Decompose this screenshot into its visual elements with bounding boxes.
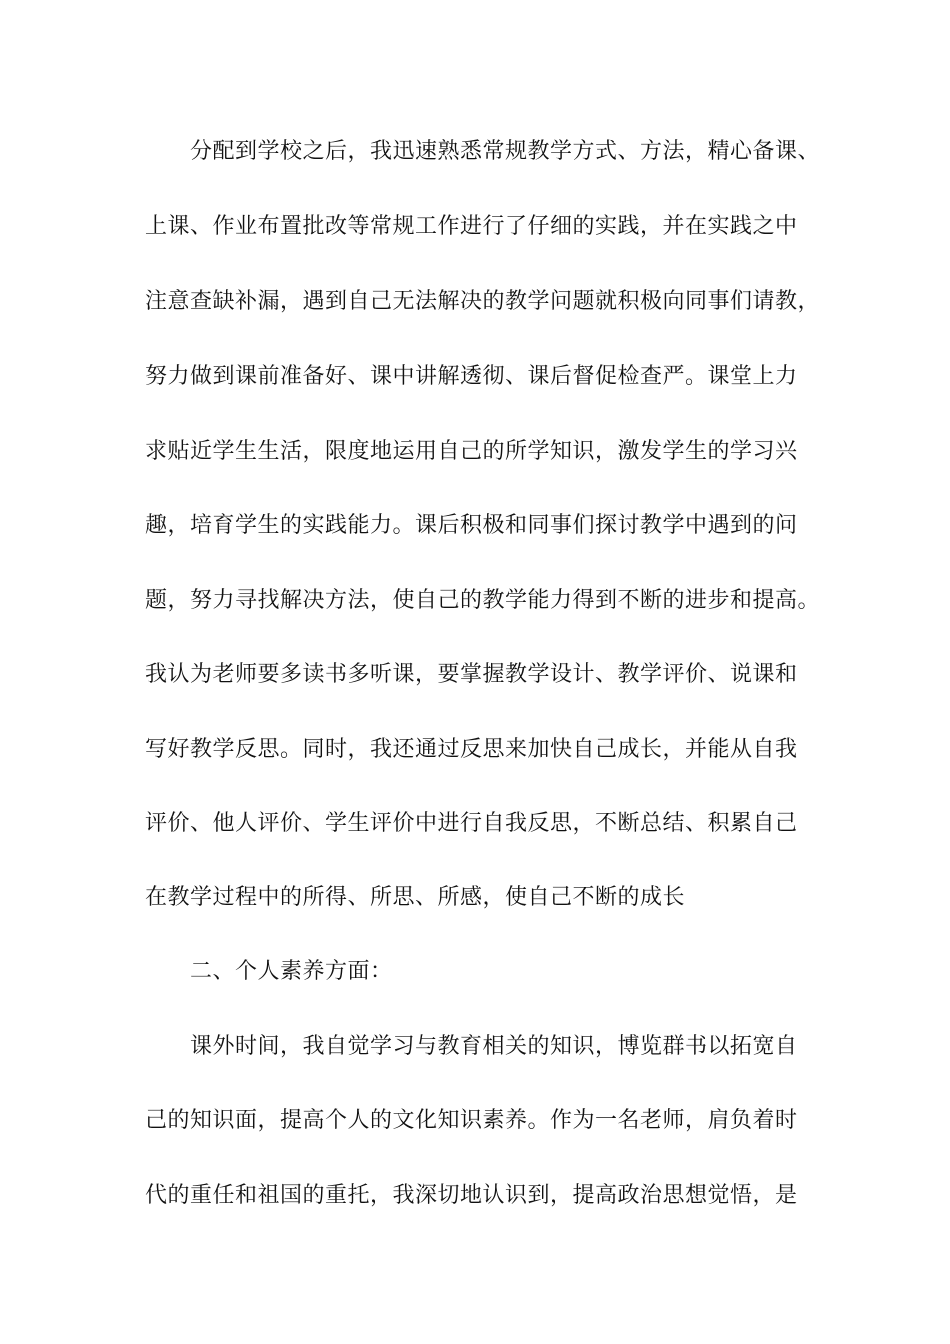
paragraph-line: 课外时间，我自觉学习与教育相关的知识，博览群书以拓宽自 [190, 1034, 798, 1059]
paragraph-line: 上课、作业布置批改等常规工作进行了仔细的实践，并在实践之中 [145, 214, 798, 239]
paragraph-line: 代的重任和祖国的重托，我深切地认识到，提高政治思想觉悟，是 [145, 1183, 798, 1208]
paragraph-line: 题，努力寻找解决方法，使自己的教学能力得到不断的进步和提高。 [145, 588, 821, 613]
paragraph-line: 写好教学反思。同时，我还通过反思来加快自己成长，并能从自我 [145, 737, 798, 762]
paragraph-line: 求贴近学生生活，限度地运用自己的所学知识，激发学生的学习兴 [145, 439, 798, 464]
section-heading: 二、个人素养方面： [190, 959, 393, 984]
paragraph-line: 在教学过程中的所得、所思、所感，使自己不断的成长 [145, 885, 686, 910]
paragraph-line: 评价、他人评价、学生评价中进行自我反思，不断总结、积累自己 [145, 811, 798, 836]
paragraph-line: 我认为老师要多读书多听课，要掌握教学设计、教学评价、说课和 [145, 662, 798, 687]
paragraph-line: 努力做到课前准备好、课中讲解透彻、课后督促检查严。课堂上力 [145, 364, 798, 389]
paragraph-line: 分配到学校之后，我迅速熟悉常规教学方式、方法，精心备课、 [190, 139, 821, 164]
paragraph-line: 己的知识面，提高个人的文化知识素养。作为一名老师，肩负着时 [145, 1108, 798, 1133]
paragraph-line: 注意查缺补漏，遇到自己无法解决的教学问题就积极向同事们请教， [145, 289, 821, 314]
paragraph-line: 趣，培育学生的实践能力。课后积极和同事们探讨教学中遇到的问 [145, 513, 798, 538]
